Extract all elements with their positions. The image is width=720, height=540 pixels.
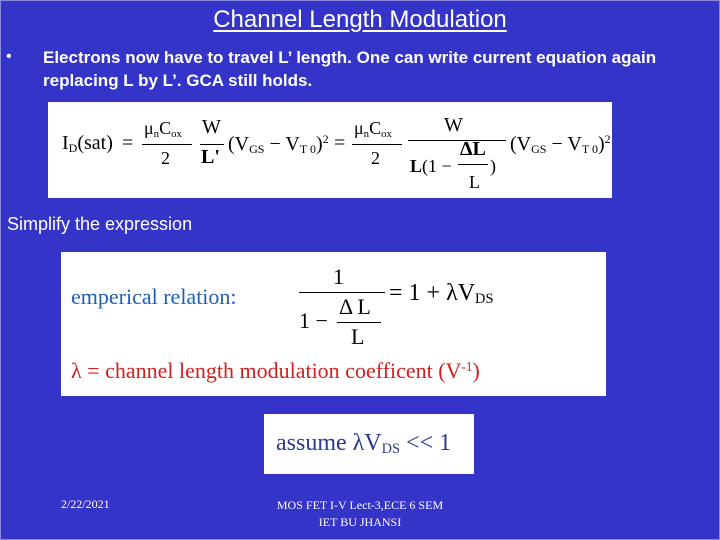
- eq1-two-2: 2: [371, 148, 380, 168]
- footer-date: 2/22/2021: [61, 497, 110, 511]
- eq2-numerator: 1: [333, 264, 344, 289]
- eq1-mu-cox-2: $\mu_nC_{ox}$: [354, 118, 392, 140]
- simplify-heading: Simplify the expression: [7, 214, 193, 234]
- eq2-label: emperical relation:: [71, 284, 237, 309]
- eq1-mu-cox: $\mu_nC_{ox}$: [144, 118, 182, 140]
- footer-course: [250, 497, 470, 531]
- bullet-marker: •: [6, 48, 12, 65]
- eq1-Lprime: L': [201, 146, 220, 168]
- eq1-vgs-term-2: $(V_{GS} - V_{T 0})^2$: [510, 132, 611, 156]
- footer-course-line1: MOS FET I-V Lect-3,ECE 6 SEM: [276, 498, 444, 512]
- eq1-delta-L: ΔL: [460, 138, 486, 160]
- eq3-text: assume $\lambda V_{DS} << 1$: [276, 430, 452, 457]
- eq1-L-den: L: [469, 172, 480, 192]
- eq2-lambda-definition: λ = channel length modulation coefficent $(V^{-1})$: [71, 358, 480, 383]
- eq1-frac-bar-2: [352, 144, 402, 145]
- eq2-L: L: [351, 324, 365, 349]
- current-equation-image: [48, 102, 612, 198]
- eq2-one-minus: 1 −: [299, 308, 328, 333]
- eq1-equals: =: [122, 132, 134, 154]
- eq2-delta-L: Δ L: [339, 294, 371, 319]
- slide-title: Channel Length Modulation: [213, 6, 507, 33]
- eq1-W: W: [202, 116, 221, 138]
- eq1-frac-bar: [142, 144, 192, 145]
- eq1-W-2: W: [444, 114, 463, 136]
- eq1-two: 2: [161, 148, 170, 168]
- eq1-dl-bar: [458, 164, 488, 165]
- eq1-w-bar-2: [408, 140, 506, 141]
- eq1-lhs: $I_D(sat)$: [62, 132, 113, 155]
- eq1-L-close: ): [490, 156, 496, 176]
- eq1-equals-2: =: [334, 132, 346, 154]
- footer-course-line2: IET BU JHANSI: [318, 515, 402, 529]
- empirical-relation-image: [61, 252, 606, 396]
- eq2-rhs: = $1 + \lambda V_{DS}$: [389, 280, 494, 307]
- eq1-L-paren: L(1 −: [410, 156, 452, 176]
- bullet-text: Electrons now have to travel L’ length. One can write current equation again replacing L by L’. GCA still holds.: [43, 48, 657, 90]
- eq1-vgs-term: $(V_{GS} - V_{T 0})^2$: [228, 132, 329, 156]
- assumption-image: [264, 414, 474, 474]
